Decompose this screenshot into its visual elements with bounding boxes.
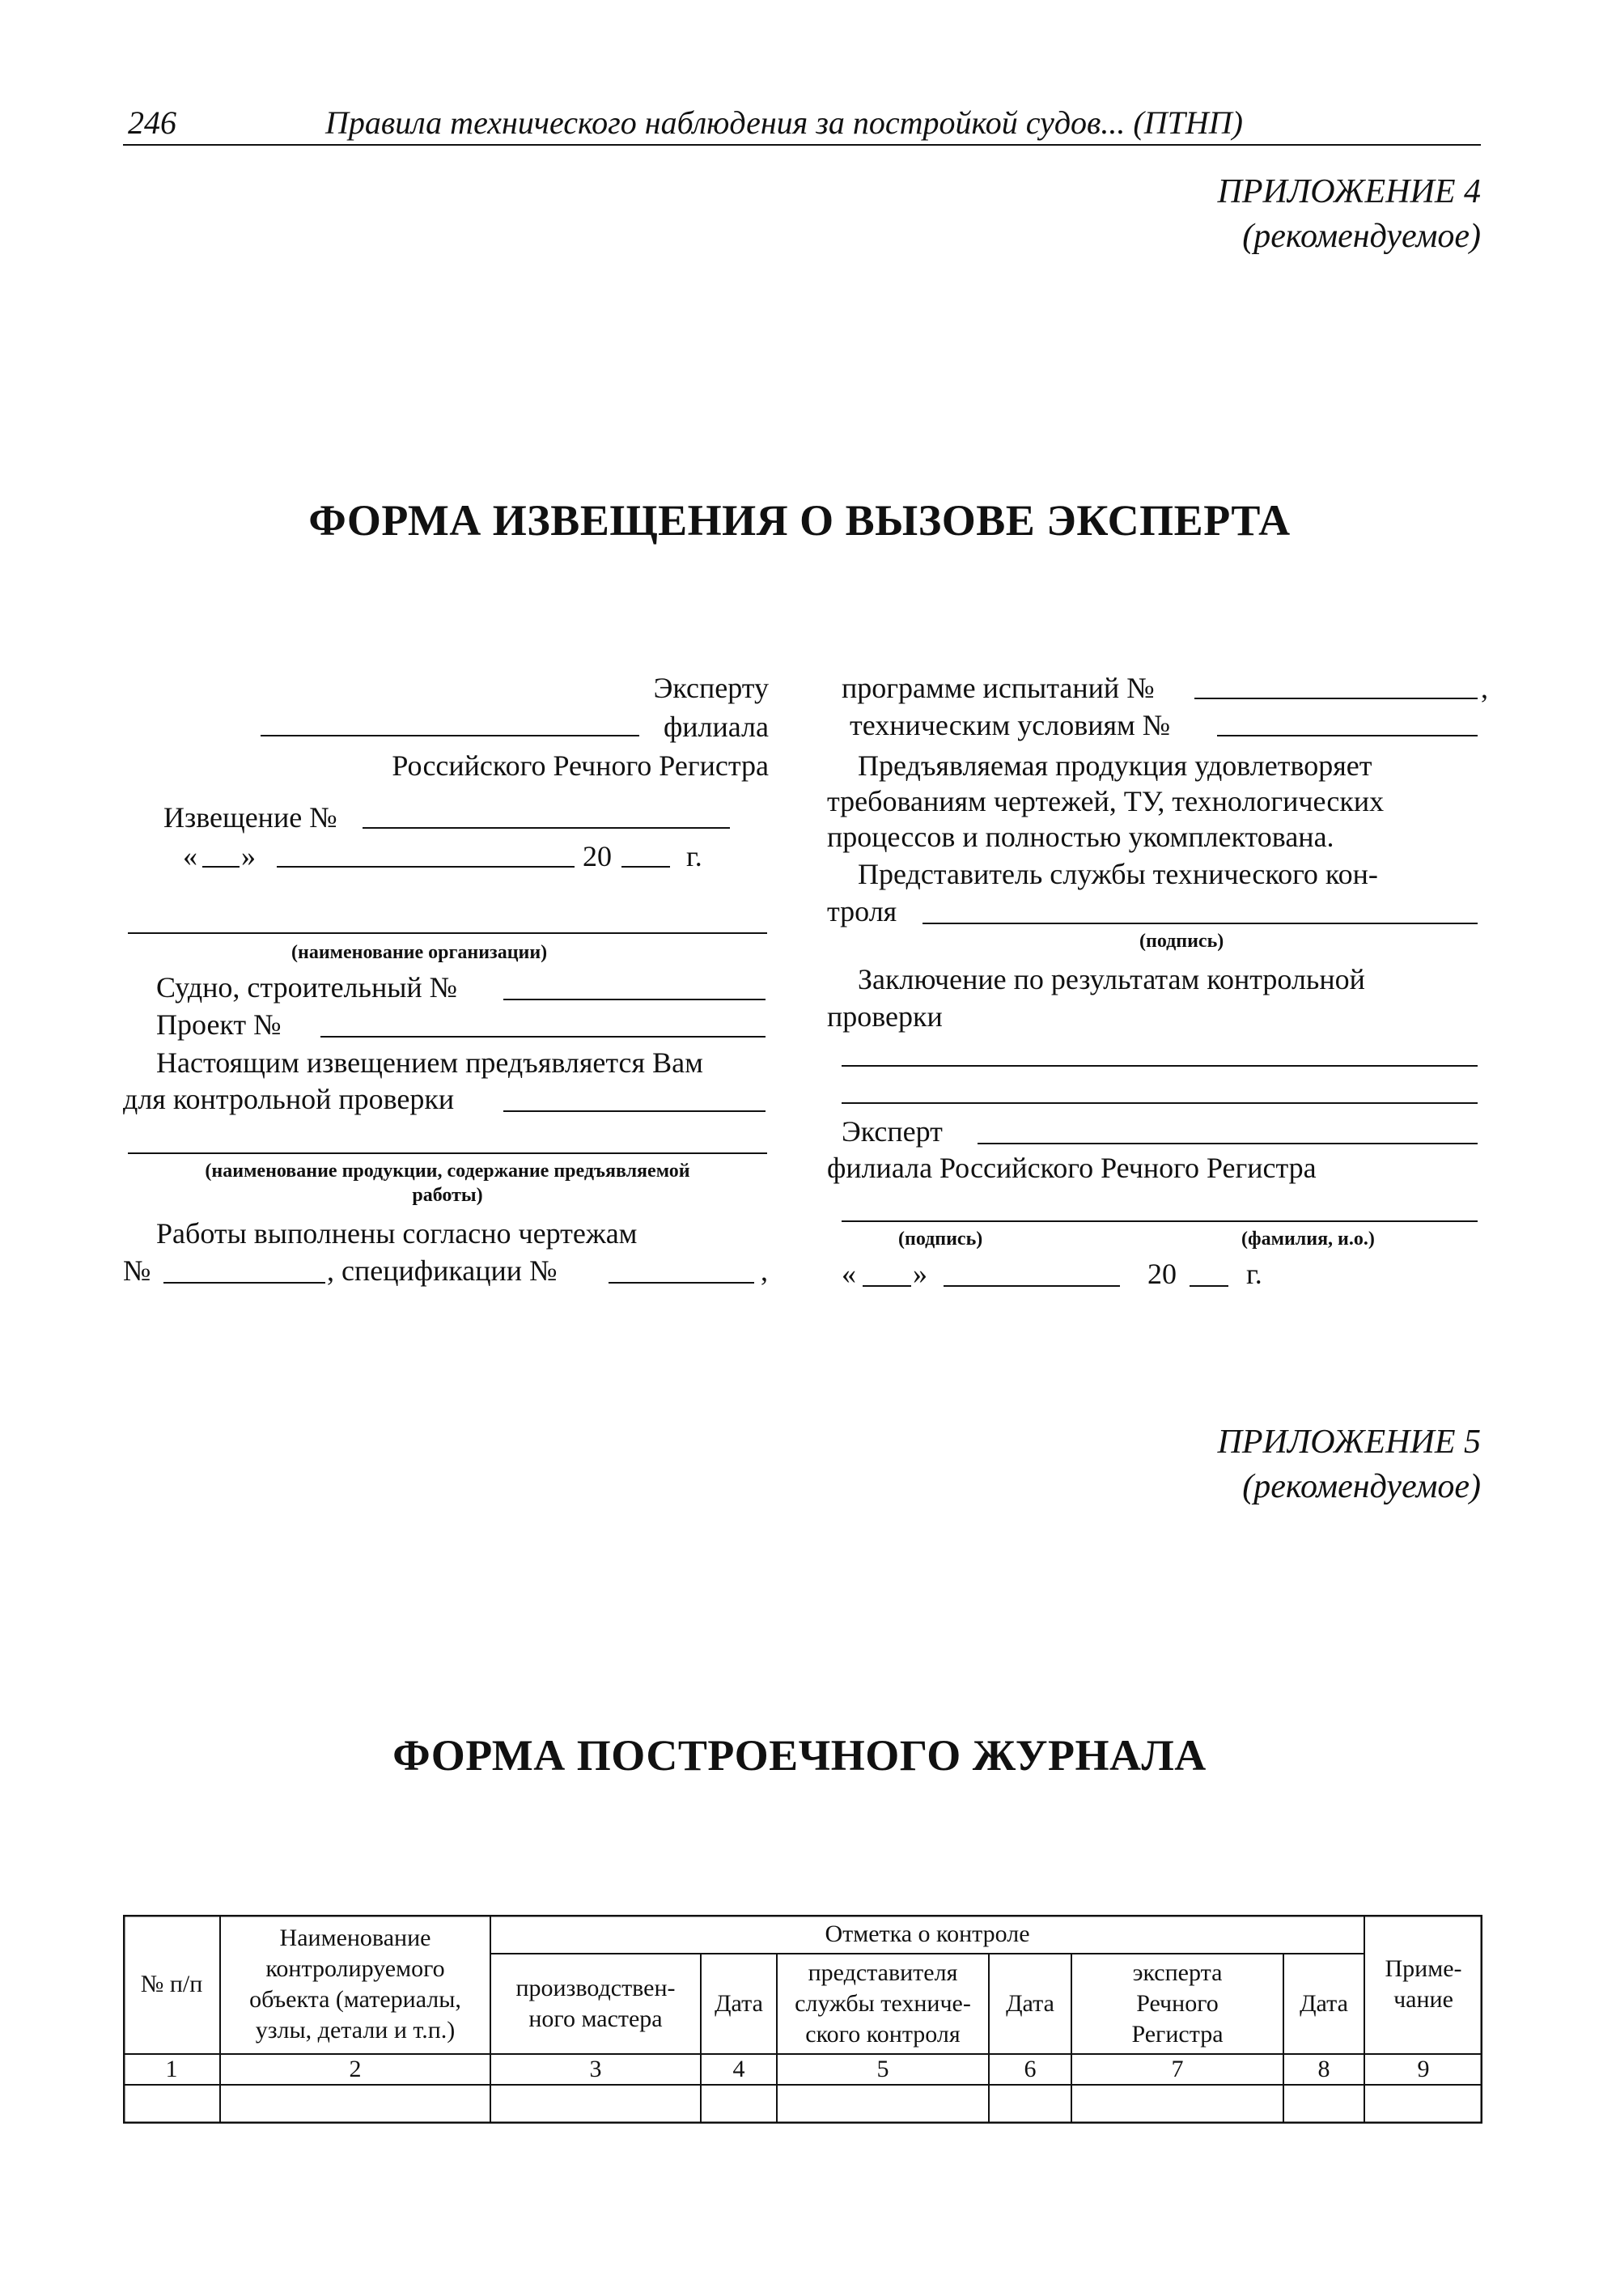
organization-field[interactable] <box>128 932 767 934</box>
column-header-number-text: № п/п <box>140 1970 203 1997</box>
control-mark-group-text: Отметка о контроле <box>825 1920 1030 1947</box>
appendix-5-label <box>1218 1420 1481 1509</box>
date-2-header-text: Дата <box>1006 1989 1054 2017</box>
column-header-register-expert <box>1071 1954 1283 2054</box>
conclusion-line-2: проверки <box>827 1000 943 1033</box>
conclusion-field-line-2[interactable] <box>842 1102 1478 1104</box>
notice-year-suffix: г. <box>686 840 702 872</box>
branch-label: филиала <box>663 711 769 743</box>
expert-month-field[interactable] <box>944 1285 1120 1287</box>
control-rep-header-line-3: ского контроля <box>805 2021 961 2048</box>
notice-year-field[interactable] <box>621 866 670 868</box>
expert-header-line-1: эксперта <box>1132 1959 1223 1986</box>
object-header-line-2: контролируемого <box>265 1954 445 1982</box>
running-title: Правила технического наблюдения за постройкой судов... (ПТНП) <box>325 104 1243 141</box>
test-program-field[interactable] <box>1194 698 1478 699</box>
expert-signature-caption: (подпись) <box>898 1229 983 1250</box>
column-header-date-2 <box>989 1954 1071 2054</box>
date-1-header-text: Дата <box>715 1989 763 2017</box>
drawing-number-field[interactable] <box>163 1282 325 1284</box>
expert-label: Эксперт <box>842 1115 943 1148</box>
project-number-label: Проект № <box>156 1008 282 1041</box>
specification-label: , спецификации № <box>327 1254 558 1287</box>
notice-form-title: ФОРМА ИЗВЕЩЕНИЯ О ВЫЗОВЕ ЭКСПЕРТА <box>308 496 1291 545</box>
note-header-line-1: Приме- <box>1385 1954 1462 1982</box>
notice-date-open-quote: « <box>183 840 197 872</box>
appendix-4-note: (рекомендуемое) <box>1242 217 1481 255</box>
test-program-comma: , <box>1481 672 1488 704</box>
column-header-date-1 <box>701 1954 777 2054</box>
column-number-9: 9 <box>1417 2055 1430 2082</box>
expert-signature-name-field[interactable] <box>842 1220 1478 1222</box>
notice-month-field[interactable] <box>277 866 575 868</box>
master-header-line-1: производствен- <box>515 1974 676 2001</box>
appendix-5-number: ПРИЛОЖЕНИЕ 5 <box>1217 1424 1481 1461</box>
control-rep-header-line-1: представителя <box>808 1959 958 1986</box>
control-mark-group-header <box>490 1915 1364 1954</box>
column-number-1: 1 <box>165 2055 178 2082</box>
conformity-line-3: процессов и полностью укомплектована. <box>827 821 1334 853</box>
conclusion-line-1: Заключение по результатам контрольной <box>858 963 1365 995</box>
column-number-4: 4 <box>732 2055 745 2082</box>
column-number-3: 3 <box>589 2055 602 2082</box>
header-rule <box>123 144 1481 146</box>
inspection-subject-field[interactable] <box>503 1110 766 1112</box>
expert-branch-label: филиала Российского Речного Регистра <box>827 1152 1317 1184</box>
notice-date-close-quote: » <box>241 840 256 872</box>
column-header-note <box>1364 1915 1482 2054</box>
appendix-4-number: ПРИЛОЖЕНИЕ 4 <box>1217 173 1481 210</box>
control-rep-line-2: троля <box>827 895 897 927</box>
vessel-number-label: Судно, строительный № <box>156 971 458 1004</box>
register-label: Российского Речного Регистра <box>392 749 769 782</box>
expert-name-caption: (фамилия, и.о.) <box>1241 1229 1375 1250</box>
date-3-header-text: Дата <box>1300 1989 1348 2017</box>
vessel-number-field[interactable] <box>503 999 766 1000</box>
notice-year-prefix: 20 <box>583 840 612 872</box>
product-caption-line-1: (наименование продукции, содержание предъявляемой <box>205 1161 690 1182</box>
expert-year-suffix: г. <box>1246 1258 1262 1290</box>
tech-conditions-label: техническим условиям № <box>850 709 1171 741</box>
column-number-7: 7 <box>1171 2055 1184 2082</box>
column-header-number <box>123 1915 220 2054</box>
column-header-control-rep <box>777 1954 989 2054</box>
expert-date-open-quote: « <box>842 1258 856 1290</box>
conclusion-field-line-1[interactable] <box>842 1065 1478 1067</box>
column-header-object <box>220 1915 490 2054</box>
specification-comma: , <box>761 1254 768 1287</box>
expert-field[interactable] <box>978 1143 1478 1144</box>
expert-day-field[interactable] <box>863 1285 911 1287</box>
control-rep-signature-field[interactable] <box>922 923 1478 924</box>
page-number: 246 <box>128 104 176 141</box>
object-header-line-1: Наименование <box>279 1924 431 1951</box>
specification-number-field[interactable] <box>609 1282 754 1284</box>
control-rep-signature-caption: (подпись) <box>1139 931 1224 952</box>
column-number-5: 5 <box>876 2055 889 2082</box>
control-rep-header-line-2: службы техниче- <box>795 1989 971 2017</box>
note-header-line-2: чание <box>1393 1986 1453 2013</box>
organization-caption: (наименование организации) <box>291 942 548 963</box>
product-description-field[interactable] <box>128 1152 767 1154</box>
to-expert-label: Эксперту <box>653 672 769 704</box>
expert-year-prefix: 20 <box>1147 1258 1177 1290</box>
column-number-8: 8 <box>1317 2055 1330 2082</box>
expert-header-line-2: Речного <box>1136 1989 1219 2017</box>
control-rep-line-1: Представитель службы технического кон- <box>858 858 1378 890</box>
object-header-line-4: узлы, детали и т.п.) <box>255 2017 456 2044</box>
expert-year-field[interactable] <box>1190 1285 1228 1287</box>
presentation-line-1: Настоящим извещением предъявляется Вам <box>156 1046 703 1079</box>
object-header-line-3: объекта (материалы, <box>249 1986 461 2013</box>
test-program-label: программе испытаний № <box>842 672 1155 704</box>
conformity-line-1: Предъявляемая продукция удовлетворяет <box>858 749 1372 782</box>
drawing-number-label: № <box>123 1254 151 1287</box>
product-caption <box>128 1159 767 1207</box>
construction-journal-table <box>123 1915 1482 2124</box>
project-number-field[interactable] <box>320 1036 766 1038</box>
works-done-label: Работы выполнены согласно чертежам <box>156 1217 638 1250</box>
empty-journal-entry-row[interactable] <box>123 2085 1482 2124</box>
column-number-6: 6 <box>1024 2055 1037 2082</box>
tech-conditions-field[interactable] <box>1217 735 1478 736</box>
column-header-date-3 <box>1283 1954 1364 2054</box>
conformity-line-2: требованиям чертежей, ТУ, технологических <box>827 785 1385 817</box>
column-header-master <box>490 1954 701 2054</box>
expert-header-line-3: Регистра <box>1131 2021 1224 2048</box>
notice-day-field[interactable] <box>202 866 240 868</box>
master-header-line-2: ного мастера <box>528 2005 663 2032</box>
journal-form-title: ФОРМА ПОСТРОЕЧНОГО ЖУРНАЛА <box>392 1731 1207 1780</box>
product-caption-line-2: работы) <box>412 1185 483 1206</box>
presentation-line-2: для контрольной проверки <box>123 1083 455 1115</box>
column-number-2: 2 <box>349 2055 362 2082</box>
appendix-5-note: (рекомендуемое) <box>1242 1467 1481 1505</box>
appendix-4-label <box>1218 170 1481 258</box>
expert-date-close-quote: » <box>913 1258 927 1290</box>
branch-name-field[interactable] <box>261 735 639 736</box>
notice-number-label: Извещение № <box>163 801 337 834</box>
notice-number-field[interactable] <box>363 827 730 829</box>
